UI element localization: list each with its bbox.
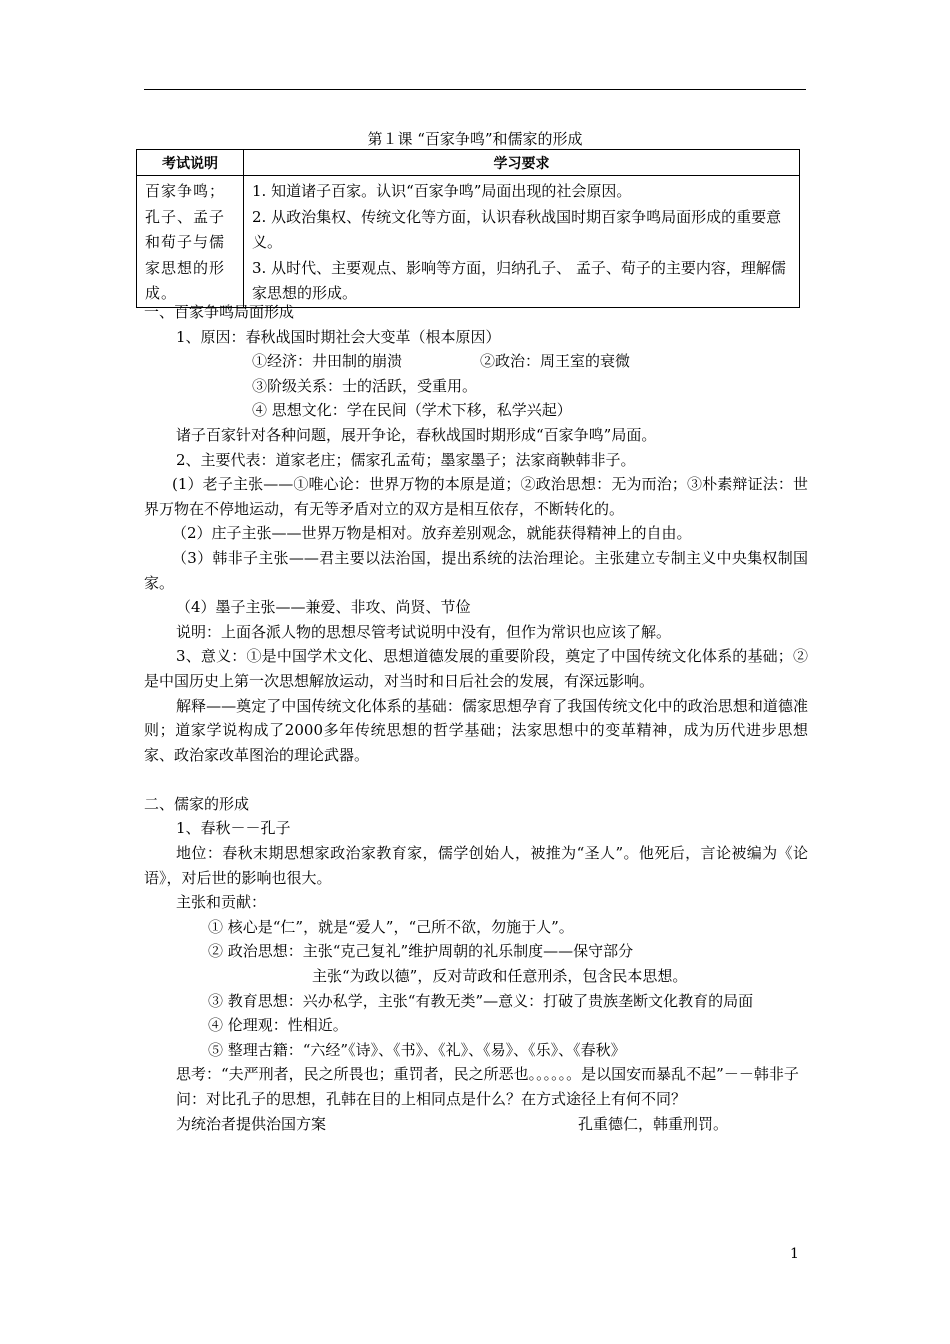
paragraph: 说明：上面各派人物的思想尽管考试说明中没有，但作为常识也应该了解。 — [176, 622, 672, 641]
list-item: ③ 教育思想：兴办私学，主张“有教无类”—意义：打破了贵族垄断文化教育的局面 — [208, 991, 754, 1010]
answer-left: 为统治者提供治国方案 — [176, 1114, 327, 1133]
exam-topic-line: 家思想的形 — [145, 258, 226, 277]
requirement-item: 2. 从政治集权、传统文化等方面，认识春秋战国时期百家争鸣局面形成的重要意义。 — [252, 207, 782, 251]
list-item: ① 核心是“仁”，就是“爱人”，“己所不欲，勿施于人”。 — [208, 917, 574, 936]
requirements-cell — [244, 176, 800, 308]
exam-topic-line: 成。 — [145, 284, 178, 302]
answer-row — [144, 1112, 808, 1137]
paragraph: 地位：春秋末期思想家政治家教育家，儒学创始人，被推为“圣人”。他死后，言论被编为《论语》，对后世的影响也很大。 — [144, 844, 808, 887]
page-number: 1 — [790, 1246, 799, 1262]
section-heading: 二、儒家的形成 — [144, 794, 250, 813]
table-header-row — [137, 150, 800, 176]
list-item: ② 政治思想：主张“克己复礼”维护周朝的礼乐制度——保守部分 — [208, 942, 634, 961]
list-item: ⑤ 整理古籍：“六经”《诗》、《书》、《礼》、《易》、《乐》、《春秋》 — [208, 1040, 626, 1059]
cause-detail — [144, 349, 808, 374]
paragraph: （3）韩非子主张——君主要以法治国，提出系统的法治理论。主张建立专制主义中央集权制国家。 — [144, 548, 808, 592]
requirements-table — [136, 149, 800, 308]
list-item: ④ 伦理观：性相近。 — [208, 1016, 348, 1035]
paragraph: (1）老子主张——①唯心论：世界万物的本原是道；②政治思想：无为而治；③朴素辩证法：世界万物在不停地运动，有无等矛盾对立的双方是相互依存，不断转化的。 — [144, 475, 808, 518]
answer-right: 孔重德仁，韩重刑罚。 — [577, 1114, 728, 1133]
header-learning-requirements: 学习要求 — [244, 150, 800, 176]
exam-topic-line: 百家争鸣； — [145, 182, 226, 200]
lesson-title: 第１课 “百家争鸣”和儒家的形成 — [367, 130, 583, 148]
exam-topic-line: 孔子、孟子 — [145, 207, 226, 226]
paragraph: 诸子百家针对各种问题，展开争论，春秋战国时期形成“百家争鸣”局面。 — [176, 425, 657, 444]
paragraph: （2）庄子主张——世界万物是相对。放弃差别观念，就能获得精神上的自由。 — [172, 524, 692, 543]
paragraph: 2、主要代表：道家老庄；儒家孔孟荀；墨家墨子；法家商鞅韩非子。 — [176, 450, 636, 469]
document-body — [144, 300, 808, 1136]
paragraph: （4）墨子主张——兼爱、非攻、尚贤、节俭 — [176, 598, 471, 617]
paragraph: 问：对比孔子的思想，孔韩在目的上相同点是什么？在方式途径上有何不同？ — [176, 1090, 687, 1108]
cause-economy: ①经济：井田制的崩溃 — [252, 352, 403, 371]
cause-politics: ②政治：周王室的衰微 — [480, 352, 631, 371]
header-exam-description: 考试说明 — [137, 150, 244, 176]
paragraph: 解释——奠定了中国传统文化体系的基础：儒家思想孕育了我国传统文化中的政治思想和道德准则；道家学说构成了2000多年传统思想的哲学基础；法家思想中的变革精神，成为历代进步思想家、政治家改革图治的理论武器。 — [144, 696, 808, 764]
paragraph: 3、意义：①是中国学术文化、思想道德发展的重要阶段，奠定了中国传统文化体系的基础；②是中国历史上第一次思想解放运动，对当时和日后社会的发展，有深远影响。 — [144, 647, 808, 690]
requirement-item: 3. 从时代、主要观点、影响等方面，归纳孔子、 孟子、荀子的主要内容，理解儒家思想的形成。 — [252, 258, 786, 302]
exam-topic-line: 和荀子与儒 — [145, 233, 226, 251]
header-rule — [144, 89, 806, 90]
paragraph: 思考：“夫严刑者，民之所畏也；重罚者，民之所恶也。。。。。。是以国安而暴乱不起”－－韩非子 — [176, 1065, 799, 1084]
cause-line: 1、原因：春秋战国时期社会大变革（根本原因） — [176, 327, 501, 346]
section-heading: 一、百家争鸣局面形成 — [144, 303, 295, 321]
list-item: 主张“为政以德”，反对苛政和任意刑杀，包含民本思想。 — [312, 967, 688, 986]
exam-topics-cell — [137, 176, 244, 308]
cause-detail: ③阶级关系：士的活跃，受重用。 — [252, 376, 478, 395]
table-content-row — [137, 176, 800, 308]
paragraph: 主张和贡献： — [176, 893, 267, 912]
requirement-item: 1. 知道诸子百家。认识“百家争鸣”局面出现的社会原因。 — [252, 182, 632, 200]
cause-detail: ④ 思想文化：学在民间（学术下移，私学兴起） — [252, 401, 572, 420]
subsection-heading: 1、春秋－－孔子 — [176, 819, 291, 838]
